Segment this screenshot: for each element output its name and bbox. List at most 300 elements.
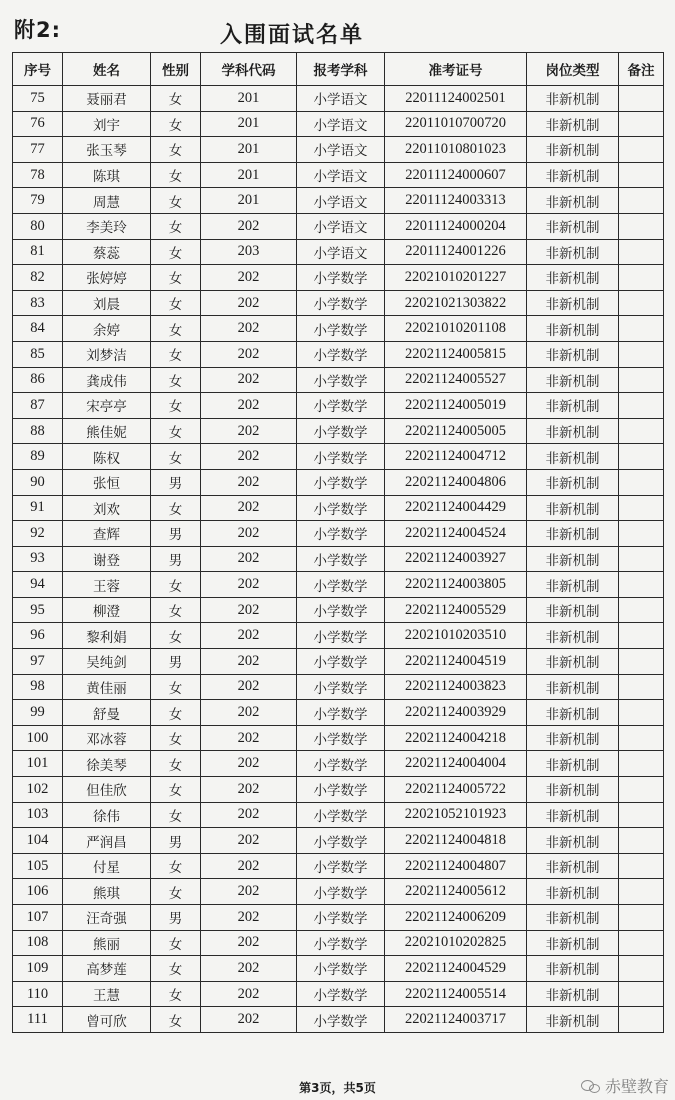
cell-gender: 男 [151, 546, 201, 572]
cell-subject: 小学语文 [297, 239, 385, 265]
cell-exam-id: 22021124005005 [385, 418, 527, 444]
cell-post-type: 非新机制 [527, 111, 619, 137]
cell-post-type: 非新机制 [527, 700, 619, 726]
cell-name: 刘晨 [63, 290, 151, 316]
cell-subject: 小学数学 [297, 981, 385, 1007]
cell-post-type: 非新机制 [527, 546, 619, 572]
cell-seq: 80 [13, 213, 63, 239]
cell-post-type: 非新机制 [527, 86, 619, 112]
cell-gender: 女 [151, 495, 201, 521]
table-row [13, 137, 664, 163]
cell-remark [619, 853, 664, 879]
cell-remark [619, 111, 664, 137]
cell-subject-code: 201 [201, 137, 297, 163]
cell-seq: 77 [13, 137, 63, 163]
cell-post-type: 非新机制 [527, 725, 619, 751]
wechat-icon [581, 1078, 601, 1094]
cell-subject-code: 202 [201, 290, 297, 316]
cell-gender: 女 [151, 572, 201, 598]
cell-subject-code: 202 [201, 725, 297, 751]
cell-name: 吴纯剑 [63, 649, 151, 675]
cell-exam-id: 22011124003313 [385, 188, 527, 214]
cell-name: 但佳欣 [63, 777, 151, 803]
cell-gender: 男 [151, 649, 201, 675]
cell-remark [619, 469, 664, 495]
cell-name: 付星 [63, 853, 151, 879]
cell-subject-code: 201 [201, 162, 297, 188]
cell-post-type: 非新机制 [527, 444, 619, 470]
table-row [13, 444, 664, 470]
cell-remark [619, 393, 664, 419]
cell-exam-id: 22021124003823 [385, 674, 527, 700]
cell-post-type: 非新机制 [527, 393, 619, 419]
cell-remark [619, 700, 664, 726]
cell-gender: 女 [151, 316, 201, 342]
cell-seq: 105 [13, 853, 63, 879]
cell-subject: 小学数学 [297, 290, 385, 316]
table-row [13, 981, 664, 1007]
table-row [13, 290, 664, 316]
cell-remark [619, 265, 664, 291]
cell-seq: 85 [13, 341, 63, 367]
cell-post-type: 非新机制 [527, 521, 619, 547]
cell-name: 王蓉 [63, 572, 151, 598]
cell-name: 刘梦洁 [63, 341, 151, 367]
cell-seq: 109 [13, 956, 63, 982]
cell-seq: 101 [13, 751, 63, 777]
cell-seq: 82 [13, 265, 63, 291]
cell-remark [619, 981, 664, 1007]
cell-exam-id: 22021124004004 [385, 751, 527, 777]
cell-gender: 女 [151, 341, 201, 367]
cell-seq: 94 [13, 572, 63, 598]
cell-post-type: 非新机制 [527, 777, 619, 803]
cell-exam-id: 22021124003717 [385, 1007, 527, 1033]
cell-subject: 小学数学 [297, 316, 385, 342]
cell-subject: 小学数学 [297, 572, 385, 598]
cell-remark [619, 930, 664, 956]
cell-name: 严润昌 [63, 828, 151, 854]
cell-gender: 女 [151, 367, 201, 393]
cell-subject-code: 202 [201, 265, 297, 291]
cell-subject: 小学语文 [297, 162, 385, 188]
cell-subject: 小学数学 [297, 700, 385, 726]
table-row [13, 777, 664, 803]
table-row [13, 751, 664, 777]
cell-remark [619, 777, 664, 803]
cell-remark [619, 213, 664, 239]
cell-post-type: 非新机制 [527, 162, 619, 188]
page-title: 入围面试名单 [220, 23, 365, 48]
cell-seq: 103 [13, 802, 63, 828]
cell-post-type: 非新机制 [527, 367, 619, 393]
cell-post-type: 非新机制 [527, 930, 619, 956]
cell-post-type: 非新机制 [527, 341, 619, 367]
cell-remark [619, 649, 664, 675]
cell-seq: 99 [13, 700, 63, 726]
cell-seq: 84 [13, 316, 63, 342]
cell-remark [619, 188, 664, 214]
cell-subject: 小学数学 [297, 905, 385, 931]
cell-name: 熊丽 [63, 930, 151, 956]
cell-gender: 男 [151, 828, 201, 854]
column-header: 姓名 [63, 53, 151, 86]
cell-subject: 小学语文 [297, 188, 385, 214]
cell-exam-id: 22011124001226 [385, 239, 527, 265]
cell-gender: 女 [151, 444, 201, 470]
cell-remark [619, 572, 664, 598]
cell-seq: 79 [13, 188, 63, 214]
cell-post-type: 非新机制 [527, 853, 619, 879]
cell-post-type: 非新机制 [527, 265, 619, 291]
cell-exam-id: 22021124006209 [385, 905, 527, 931]
cell-gender: 女 [151, 265, 201, 291]
watermark [581, 1074, 669, 1097]
cell-gender: 女 [151, 111, 201, 137]
cell-subject-code: 202 [201, 802, 297, 828]
cell-exam-id: 22021124004818 [385, 828, 527, 854]
cell-subject-code: 202 [201, 777, 297, 803]
column-header: 学科代码 [201, 53, 297, 86]
cell-remark [619, 341, 664, 367]
cell-subject-code: 202 [201, 930, 297, 956]
cell-gender: 女 [151, 853, 201, 879]
cell-subject: 小学语文 [297, 111, 385, 137]
cell-seq: 76 [13, 111, 63, 137]
cell-name: 汪奇强 [63, 905, 151, 931]
cell-remark [619, 444, 664, 470]
cell-seq: 88 [13, 418, 63, 444]
table-row [13, 469, 664, 495]
page-number: 第3页，共5页 [299, 1081, 376, 1095]
cell-exam-id: 22011010700720 [385, 111, 527, 137]
column-header: 序号 [13, 53, 63, 86]
cell-gender: 女 [151, 956, 201, 982]
table-body [13, 86, 664, 1033]
cell-name: 熊佳妮 [63, 418, 151, 444]
table-row [13, 623, 664, 649]
cell-seq: 98 [13, 674, 63, 700]
cell-post-type: 非新机制 [527, 495, 619, 521]
table-row [13, 649, 664, 675]
cell-seq: 96 [13, 623, 63, 649]
table-header-row [13, 53, 664, 86]
cell-name: 徐伟 [63, 802, 151, 828]
cell-seq: 111 [13, 1007, 63, 1033]
cell-seq: 87 [13, 393, 63, 419]
cell-subject-code: 201 [201, 86, 297, 112]
cell-remark [619, 316, 664, 342]
cell-exam-id: 22021124003927 [385, 546, 527, 572]
cell-remark [619, 521, 664, 547]
table-row [13, 828, 664, 854]
cell-exam-id: 22011124002501 [385, 86, 527, 112]
cell-subject: 小学语文 [297, 137, 385, 163]
cell-post-type: 非新机制 [527, 1007, 619, 1033]
table-row [13, 879, 664, 905]
table-row [13, 597, 664, 623]
cell-subject-code: 202 [201, 853, 297, 879]
cell-exam-id: 22021124003929 [385, 700, 527, 726]
cell-gender: 女 [151, 290, 201, 316]
cell-remark [619, 751, 664, 777]
cell-remark [619, 956, 664, 982]
cell-exam-id: 22021124005612 [385, 879, 527, 905]
cell-subject: 小学数学 [297, 879, 385, 905]
cell-remark [619, 828, 664, 854]
cell-exam-id: 22011124000204 [385, 213, 527, 239]
cell-subject-code: 202 [201, 828, 297, 854]
cell-remark [619, 1007, 664, 1033]
cell-exam-id: 22021010201227 [385, 265, 527, 291]
cell-exam-id: 22021010202825 [385, 930, 527, 956]
table-row [13, 956, 664, 982]
cell-exam-id: 22021124005019 [385, 393, 527, 419]
cell-seq: 81 [13, 239, 63, 265]
column-header: 岗位类型 [527, 53, 619, 86]
cell-post-type: 非新机制 [527, 290, 619, 316]
table-row [13, 674, 664, 700]
cell-subject: 小学数学 [297, 495, 385, 521]
column-header: 报考学科 [297, 53, 385, 86]
cell-exam-id: 22021052101923 [385, 802, 527, 828]
cell-subject-code: 202 [201, 751, 297, 777]
cell-gender: 女 [151, 239, 201, 265]
cell-post-type: 非新机制 [527, 751, 619, 777]
cell-exam-id: 22021124004218 [385, 725, 527, 751]
cell-subject-code: 202 [201, 495, 297, 521]
cell-gender: 女 [151, 137, 201, 163]
cell-gender: 女 [151, 188, 201, 214]
cell-gender: 男 [151, 521, 201, 547]
table-row [13, 725, 664, 751]
cell-post-type: 非新机制 [527, 956, 619, 982]
cell-subject-code: 202 [201, 905, 297, 931]
cell-subject: 小学数学 [297, 444, 385, 470]
cell-subject-code: 202 [201, 367, 297, 393]
cell-exam-id: 22021021303822 [385, 290, 527, 316]
table-row [13, 521, 664, 547]
cell-post-type: 非新机制 [527, 213, 619, 239]
cell-exam-id: 22021124004429 [385, 495, 527, 521]
table-row [13, 393, 664, 419]
cell-seq: 92 [13, 521, 63, 547]
cell-seq: 106 [13, 879, 63, 905]
cell-seq: 90 [13, 469, 63, 495]
cell-name: 邓冰蓉 [63, 725, 151, 751]
cell-seq: 108 [13, 930, 63, 956]
cell-gender: 女 [151, 751, 201, 777]
cell-name: 张玉琴 [63, 137, 151, 163]
cell-subject-code: 202 [201, 674, 297, 700]
table-row [13, 418, 664, 444]
cell-subject: 小学数学 [297, 751, 385, 777]
cell-name: 周慧 [63, 188, 151, 214]
cell-seq: 78 [13, 162, 63, 188]
cell-remark [619, 725, 664, 751]
table-row [13, 905, 664, 931]
cell-post-type: 非新机制 [527, 905, 619, 931]
cell-post-type: 非新机制 [527, 597, 619, 623]
cell-remark [619, 495, 664, 521]
cell-name: 王慧 [63, 981, 151, 1007]
cell-subject: 小学数学 [297, 802, 385, 828]
cell-exam-id: 22021124004529 [385, 956, 527, 982]
cell-gender: 女 [151, 725, 201, 751]
cell-exam-id: 22021124005815 [385, 341, 527, 367]
cell-subject-code: 201 [201, 111, 297, 137]
cell-exam-id: 22021124005514 [385, 981, 527, 1007]
cell-name: 曾可欣 [63, 1007, 151, 1033]
cell-subject-code: 203 [201, 239, 297, 265]
cell-seq: 86 [13, 367, 63, 393]
cell-name: 蔡蕊 [63, 239, 151, 265]
cell-gender: 女 [151, 1007, 201, 1033]
cell-name: 徐美琴 [63, 751, 151, 777]
cell-exam-id: 22021124004807 [385, 853, 527, 879]
cell-gender: 男 [151, 469, 201, 495]
cell-gender: 女 [151, 700, 201, 726]
cell-subject: 小学数学 [297, 828, 385, 854]
cell-subject-code: 202 [201, 393, 297, 419]
cell-gender: 女 [151, 86, 201, 112]
cell-gender: 女 [151, 879, 201, 905]
cell-gender: 女 [151, 930, 201, 956]
column-header: 准考证号 [385, 53, 527, 86]
candidate-table [12, 52, 664, 1033]
table-row [13, 495, 664, 521]
cell-exam-id: 22011010801023 [385, 137, 527, 163]
cell-gender: 女 [151, 418, 201, 444]
cell-remark [619, 290, 664, 316]
column-header: 性别 [151, 53, 201, 86]
cell-gender: 女 [151, 674, 201, 700]
cell-post-type: 非新机制 [527, 674, 619, 700]
cell-subject: 小学数学 [297, 597, 385, 623]
cell-name: 刘欢 [63, 495, 151, 521]
table-row [13, 111, 664, 137]
table-row [13, 930, 664, 956]
cell-name: 李美玲 [63, 213, 151, 239]
cell-post-type: 非新机制 [527, 802, 619, 828]
table-row [13, 1007, 664, 1033]
cell-gender: 女 [151, 213, 201, 239]
cell-subject-code: 202 [201, 316, 297, 342]
cell-name: 黎利娟 [63, 623, 151, 649]
cell-seq: 91 [13, 495, 63, 521]
cell-subject-code: 202 [201, 213, 297, 239]
cell-subject: 小学语文 [297, 213, 385, 239]
cell-post-type: 非新机制 [527, 418, 619, 444]
cell-post-type: 非新机制 [527, 623, 619, 649]
cell-seq: 75 [13, 86, 63, 112]
cell-exam-id: 22021124005529 [385, 597, 527, 623]
cell-subject: 小学数学 [297, 418, 385, 444]
cell-post-type: 非新机制 [527, 981, 619, 1007]
cell-remark [619, 905, 664, 931]
cell-subject-code: 202 [201, 597, 297, 623]
table-row [13, 265, 664, 291]
table-row [13, 700, 664, 726]
cell-subject-code: 202 [201, 469, 297, 495]
cell-subject-code: 202 [201, 649, 297, 675]
cell-subject: 小学数学 [297, 367, 385, 393]
cell-seq: 104 [13, 828, 63, 854]
table-row [13, 367, 664, 393]
table-row [13, 239, 664, 265]
cell-subject: 小学数学 [297, 393, 385, 419]
cell-post-type: 非新机制 [527, 239, 619, 265]
cell-remark [619, 879, 664, 905]
cell-subject: 小学数学 [297, 521, 385, 547]
cell-subject-code: 202 [201, 572, 297, 598]
cell-name: 柳澄 [63, 597, 151, 623]
cell-exam-id: 22021124003805 [385, 572, 527, 598]
cell-gender: 男 [151, 905, 201, 931]
cell-subject-code: 202 [201, 1007, 297, 1033]
cell-seq: 83 [13, 290, 63, 316]
cell-post-type: 非新机制 [527, 879, 619, 905]
cell-subject-code: 202 [201, 546, 297, 572]
cell-remark [619, 239, 664, 265]
cell-subject: 小学数学 [297, 1007, 385, 1033]
cell-remark [619, 162, 664, 188]
cell-remark [619, 546, 664, 572]
table-row [13, 341, 664, 367]
cell-subject: 小学数学 [297, 546, 385, 572]
cell-exam-id: 22011124000607 [385, 162, 527, 188]
cell-subject: 小学数学 [297, 930, 385, 956]
cell-name: 黄佳丽 [63, 674, 151, 700]
cell-gender: 女 [151, 777, 201, 803]
column-header: 备注 [619, 53, 664, 86]
cell-subject-code: 202 [201, 521, 297, 547]
cell-subject-code: 202 [201, 444, 297, 470]
cell-remark [619, 137, 664, 163]
cell-exam-id: 22021010201108 [385, 316, 527, 342]
cell-gender: 女 [151, 981, 201, 1007]
cell-post-type: 非新机制 [527, 828, 619, 854]
table-row [13, 213, 664, 239]
cell-remark [619, 623, 664, 649]
cell-gender: 女 [151, 623, 201, 649]
cell-gender: 女 [151, 393, 201, 419]
cell-remark [619, 597, 664, 623]
cell-seq: 95 [13, 597, 63, 623]
cell-name: 高梦莲 [63, 956, 151, 982]
table-row [13, 802, 664, 828]
cell-exam-id: 22021124004712 [385, 444, 527, 470]
cell-post-type: 非新机制 [527, 137, 619, 163]
table-row [13, 188, 664, 214]
cell-subject: 小学数学 [297, 341, 385, 367]
cell-seq: 93 [13, 546, 63, 572]
cell-subject-code: 202 [201, 341, 297, 367]
cell-name: 龚成伟 [63, 367, 151, 393]
cell-post-type: 非新机制 [527, 572, 619, 598]
cell-subject: 小学语文 [297, 86, 385, 112]
cell-remark [619, 802, 664, 828]
table-row [13, 546, 664, 572]
cell-subject: 小学数学 [297, 777, 385, 803]
cell-exam-id: 22021124004519 [385, 649, 527, 675]
cell-subject-code: 202 [201, 700, 297, 726]
cell-exam-id: 22021124004524 [385, 521, 527, 547]
cell-name: 张婷婷 [63, 265, 151, 291]
cell-subject: 小学数学 [297, 956, 385, 982]
cell-post-type: 非新机制 [527, 188, 619, 214]
cell-seq: 107 [13, 905, 63, 931]
